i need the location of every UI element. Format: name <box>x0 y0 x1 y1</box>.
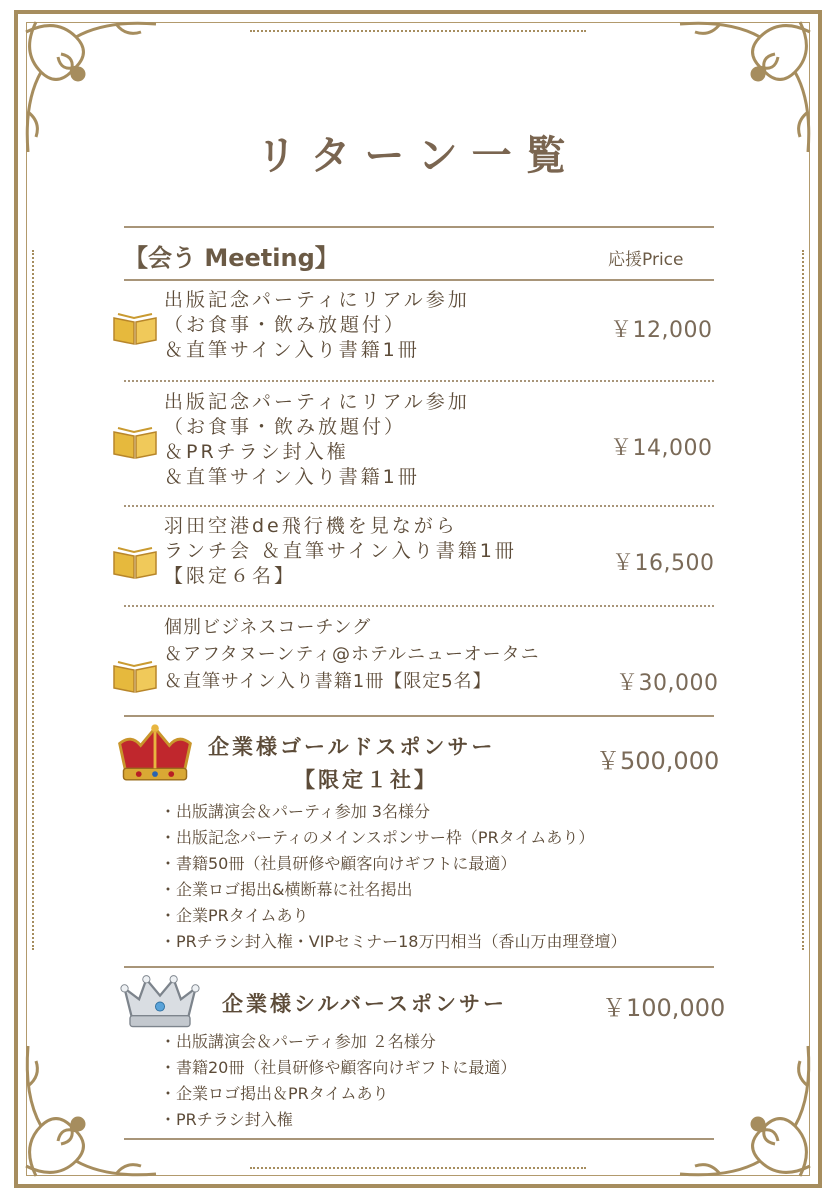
list-item: ・書籍50冊（社員研修や顧客向けギフトに最適） <box>160 854 517 873</box>
item-line: ランチ会 ＆直筆サイン入り書籍1冊 <box>164 540 517 562</box>
gold-sponsor-price: ￥500,000 <box>596 747 720 775</box>
item-divider <box>124 380 714 382</box>
item-line: （お食事・飲み放題付） <box>164 314 407 336</box>
silver-sponsor-title: 企業様シルバースポンサー <box>222 992 507 1016</box>
item-divider <box>124 605 714 607</box>
item-price: ￥14,000 <box>610 436 713 461</box>
silver-benefits-list <box>160 1029 516 1133</box>
item-line: （お食事・飲み放題付） <box>164 416 407 438</box>
book-icon <box>112 658 158 694</box>
item-line: ＆直筆サイン入り書籍1冊【限定5名】 <box>164 671 492 692</box>
corner-ornament-bottom-left <box>16 1036 166 1186</box>
item-description <box>164 390 470 490</box>
gold-sponsor-title: 企業様ゴールドスポンサー <box>208 735 496 759</box>
return-item <box>112 614 722 706</box>
book-icon <box>112 310 158 346</box>
item-description <box>164 614 540 695</box>
gold-benefits-list <box>160 799 626 955</box>
bottom-dotted-line <box>250 1167 586 1169</box>
item-line: 個別ビジネスコーチング <box>164 617 372 638</box>
item-description <box>164 514 517 589</box>
item-line: 【限定６名】 <box>164 565 297 587</box>
item-line: ＆直筆サイン入り書籍1冊 <box>164 466 420 488</box>
list-item: ・PRチラシ封入権 <box>160 1110 293 1129</box>
item-description <box>164 288 470 363</box>
list-item: ・書籍20冊（社員研修や顧客向けギフトに最適） <box>160 1058 517 1077</box>
list-item: ・企業ロゴ掲出&横断幕に社名掲出 <box>160 880 413 899</box>
price-column-label: 応援Price <box>608 250 684 270</box>
list-item: ・出版講演会＆パーティ参加 ２名様分 <box>160 1032 436 1051</box>
top-dotted-line <box>250 30 586 32</box>
section-divider <box>124 1138 714 1140</box>
item-divider <box>124 505 714 507</box>
return-item <box>112 514 722 600</box>
left-dotted-line <box>32 250 34 950</box>
list-item: ・出版講演会＆パーティ参加 3名様分 <box>160 802 430 821</box>
silver-crown-icon <box>116 972 204 1032</box>
section-divider <box>124 966 714 968</box>
silver-sponsor-price: ￥100,000 <box>602 994 726 1022</box>
return-item <box>112 390 722 500</box>
gold-crown-icon <box>112 722 198 786</box>
list-item: ・PRチラシ封入権・VIPセミナー18万円相当（香山万由理登壇） <box>160 932 627 951</box>
category-heading: 【会う Meeting】 <box>124 244 339 272</box>
page-title: リターン一覧 <box>256 133 580 179</box>
item-line: 羽田空港de飛行機を見ながら <box>164 515 458 537</box>
item-line: ＆直筆サイン入り書籍1冊 <box>164 339 420 361</box>
return-item <box>112 288 722 374</box>
gold-sponsor-limit: 【限定１社】 <box>294 768 438 792</box>
list-item: ・企業ロゴ掲出＆PRタイムあり <box>160 1084 389 1103</box>
item-line: ＆アフタヌーンティ@ホテルニューオータニ <box>164 644 540 665</box>
book-icon <box>112 424 158 460</box>
item-line: 出版記念パーティにリアル参加 <box>164 289 470 311</box>
item-price: ￥16,500 <box>612 551 715 576</box>
corner-ornament-bottom-right <box>670 1036 820 1186</box>
right-dotted-line <box>802 250 804 950</box>
list-item: ・企業PRタイムあり <box>160 906 309 925</box>
item-line: 出版記念パーティにリアル参加 <box>164 391 470 413</box>
section-divider <box>124 715 714 717</box>
header-top-rule <box>124 226 714 228</box>
book-icon <box>112 544 158 580</box>
item-price: ￥12,000 <box>610 318 713 343</box>
list-item: ・出版記念パーティのメインスポンサー枠（PRタイムあり） <box>160 828 595 847</box>
item-price: ￥30,000 <box>616 671 719 696</box>
item-line: ＆PRチラシ封入権 <box>164 441 349 463</box>
header-bottom-rule <box>124 279 714 281</box>
